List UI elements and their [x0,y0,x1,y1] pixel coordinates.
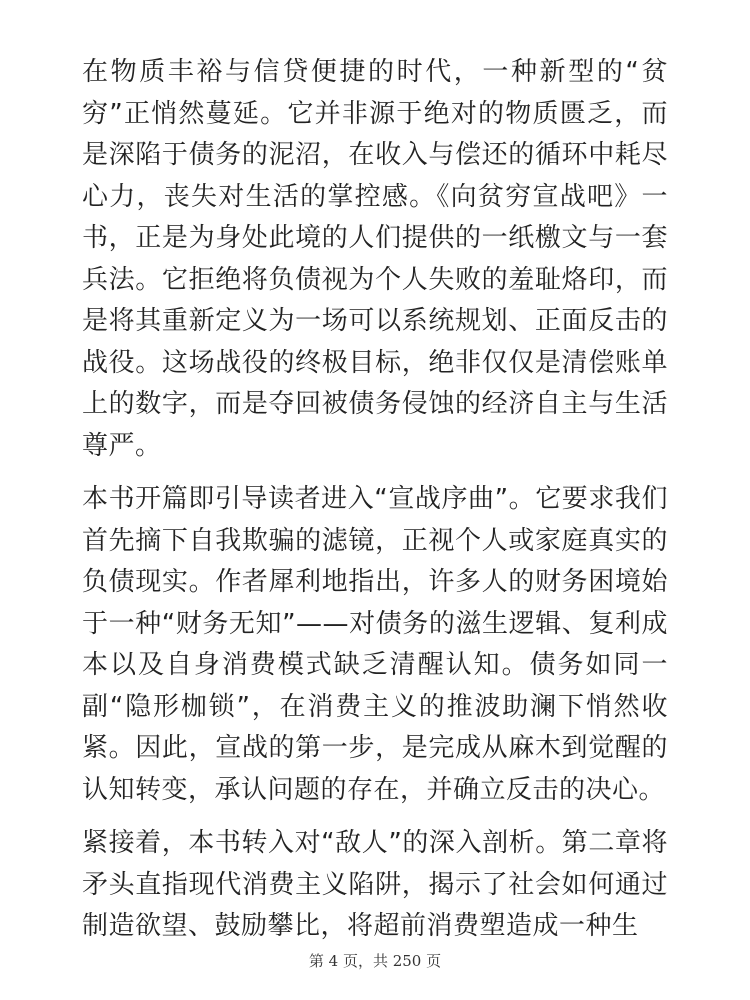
paragraph: 在物质丰裕与信贷便捷的时代，一种新型的“贫穷”正悄然蔓延。它并非源于绝对的物质匮乏，而是深陷于债务的泥沼，在收入与偿还的循环中耗尽心力，丧失对生活的掌控感。《向贫穷宣战吧》一书，正是为身处此境的人们提供的一纸檄文与一套兵法。它拒绝将负债视为个人失败的羞耻烙印，而是将其重新定义为一场可以系统规划、正面反击的战役。这场战役的终极目标，绝非仅仅是清偿账单上的数字，而是夺回被债务侵蚀的经济自主与生活尊严。 [82,57,668,461]
paragraph: 本书开篇即引导读者进入“宣战序曲”。它要求我们首先摘下自我欺骗的滤镜，正视个人或家庭真实的负债现实。作者犀利地指出，许多人的财务困境始于一种“财务无知”——对债务的滋生逻辑、复利成本以及自身消费模式缺乏清醒认知。债务如同一副“隐形枷锁”，在消费主义的推波助澜下悄然收紧。因此，宣战的第一步，是完成从麻木到觉醒的认知转变，承认问题的存在，并确立反击的决心。 [82,484,668,805]
page-number-footer: 第 4 页，共 250 页 [308,952,442,970]
paragraph: 紧接着，本书转入对“敌人”的深入剖析。第二章将矛头直指现代消费主义陷阱，揭示了社会如何通过制造欲望、鼓励攀比，将超前消费塑造成一种生 [82,828,668,941]
document-body [82,52,668,960]
